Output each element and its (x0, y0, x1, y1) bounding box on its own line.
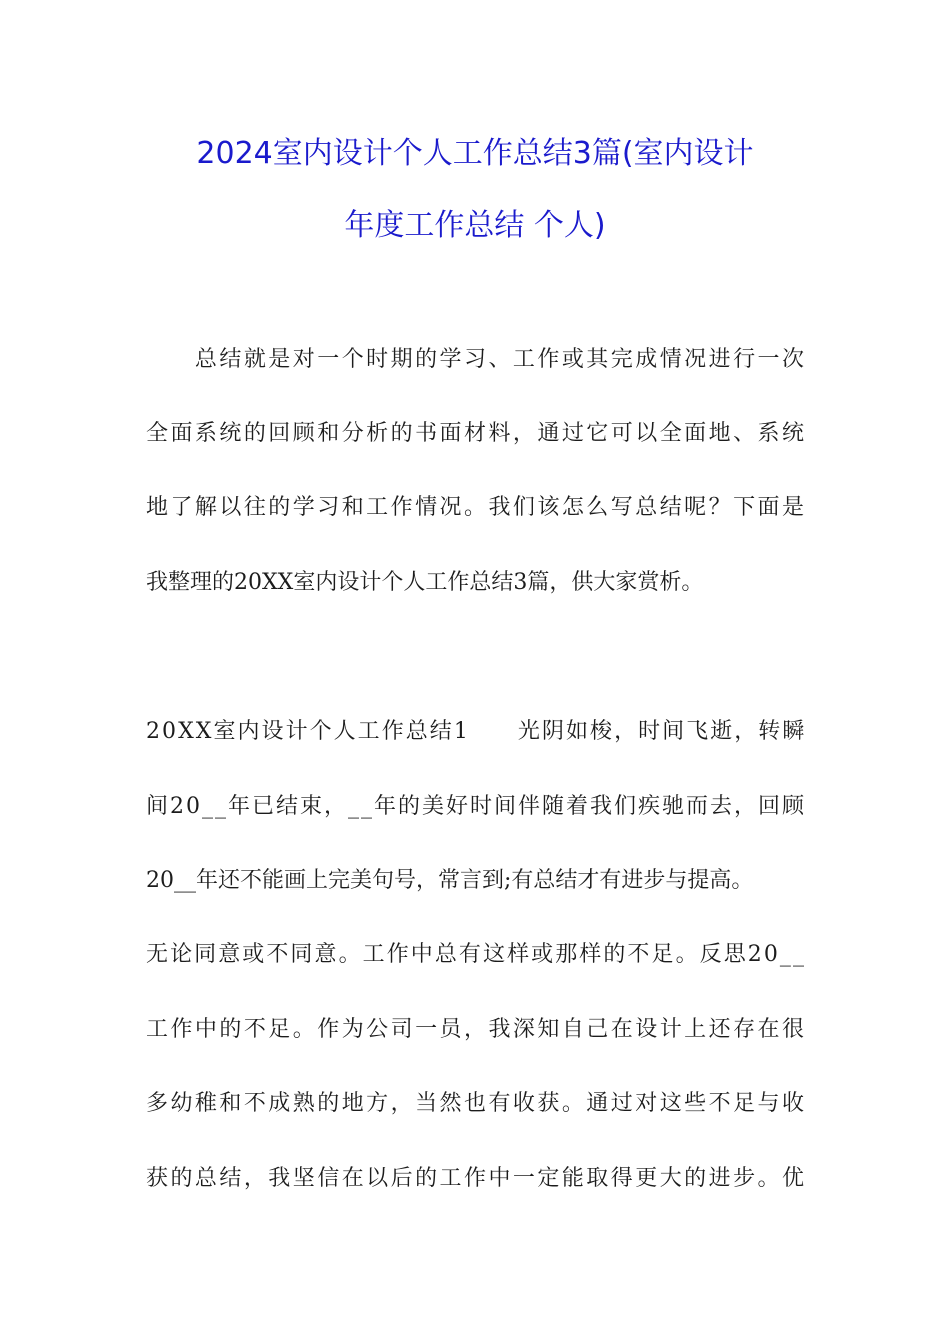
section-1-line: 多幼稚和不成熟的地方，当然也有收获。通过对这些不足与收 (146, 1091, 807, 1116)
section-1-line: 工作中的不足。作为公司一员，我深知自己在设计上还存在很 (146, 1017, 807, 1042)
intro-line: 总结就是对一个时期的学习、工作或其完成情况进行一次 (146, 347, 807, 372)
section-1-line: 20XX室内设计个人工作总结1 光阴如梭，时间飞逝，转瞬 (146, 719, 807, 744)
intro-line: 我整理的20XX室内设计个人工作总结3篇，供大家赏析。 (146, 570, 704, 595)
section-1-line: 间20__年已结束，__年的美好时间伴随着我们疾驰而去，回顾 (146, 794, 806, 819)
document-title-line-1: 2024室内设计个人工作总结3篇(室内设计 (196, 136, 754, 171)
intro-line: 地了解以往的学习和工作情况。我们该怎么写总结呢？下面是 (146, 495, 807, 520)
intro-line: 全面系统的回顾和分析的书面材料，通过它可以全面地、系统 (146, 421, 807, 446)
document-title-line-2: 年度工作总结 个人) (344, 208, 606, 243)
section-1-line: 20__年还不能画上完美句号，常言到;有总结才有进步与提高。 (146, 868, 754, 893)
section-1-line: 获的总结，我坚信在以后的工作中一定能取得更大的进步。优 (146, 1166, 807, 1191)
section-1-line: 无论同意或不同意。工作中总有这样或那样的不足。反思20__ (146, 942, 807, 967)
